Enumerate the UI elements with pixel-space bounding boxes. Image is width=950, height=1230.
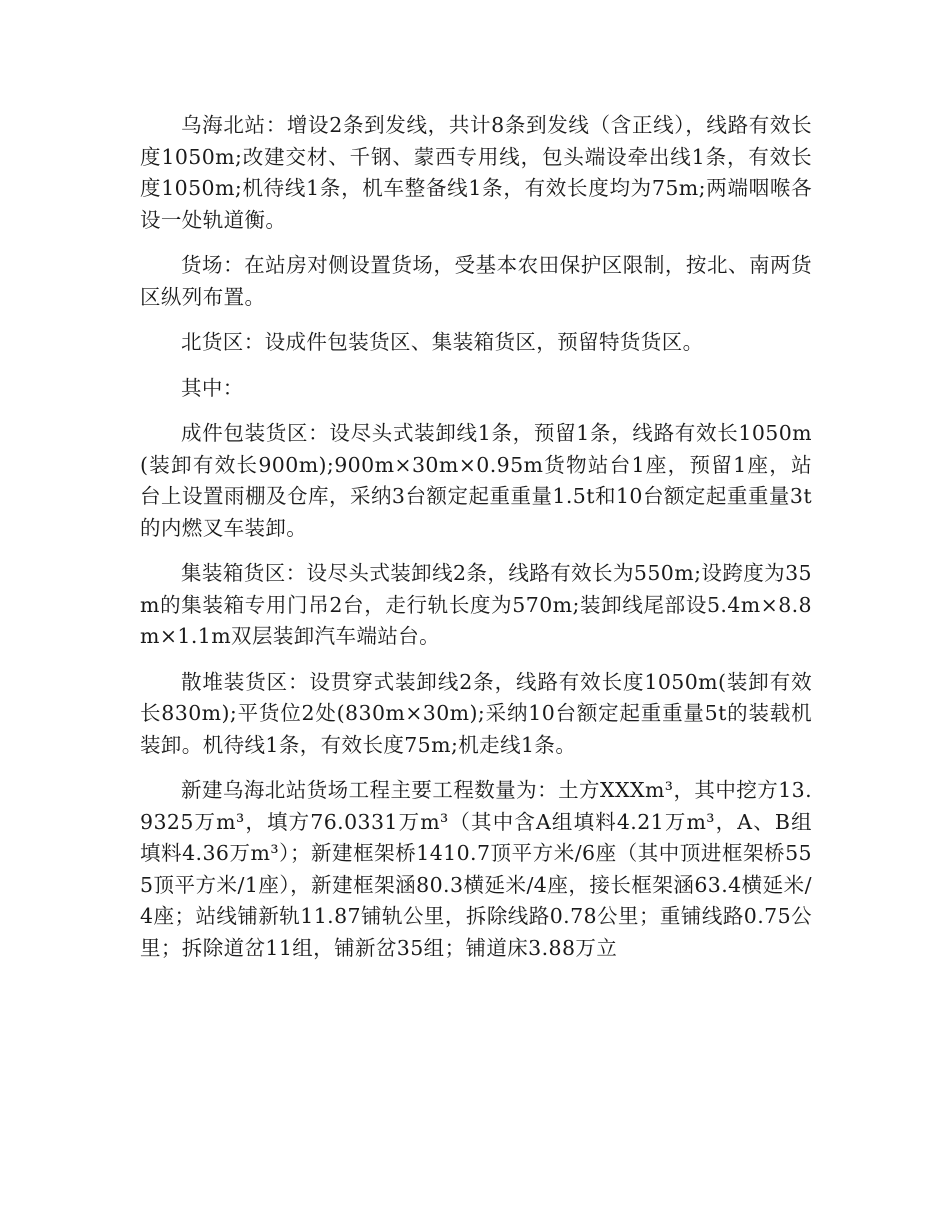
paragraph-engineering-quantities: 新建乌海北站货场工程主要工程数量为：土方XXXm³，其中挖方13.9325万m³，填方76.0331万m³（其中含A组填料4.21万m³，A、B组填料4.36万m³）；新建框架桥1410.7顶平方米/6座（其中顶进框架桥555顶平方米/1座），新建框架涵80.3横延米/4座，接长框架涵63.4横延米/4座；站线铺新轨11.87铺轨公里，拆除线路0.78公里；重铺线路0.75公里；拆除道岔11组，铺新岔35组；铺道床3.88万立 xyxy=(140,778,812,960)
paragraph-bulk-cargo-area: 散堆装货区：设贯穿式装卸线2条，线路有效长度1050m(装卸有效长830m);平货位2处(830m×30m);采纳10台额定起重重量5t的装载机装卸。机待线1条，有效长度75m;机走线1条。 xyxy=(140,669,812,757)
paragraph-among-them: 其中： xyxy=(181,375,244,400)
paragraph-packaged-goods-area: 成件包装货区：设尽头式装卸线1条，预留1条，线路有效长1050m(装卸有效长900m);900m×30m×0.95m货物站台1座，预留1座，站台上设置雨棚及仓库，采纳3台额定起重重量1.5t和10台额定起重重量3t的内燃叉车装卸。 xyxy=(140,421,812,540)
document-body xyxy=(140,110,812,978)
paragraph-container-area: 集装箱货区：设尽头式装卸线2条，线路有效长为550m;设跨度为35m的集装箱专用门吊2台，走行轨长度为570m;装卸线尾部设5.4m×8.8m×1.1m双层装卸汽车端站台。 xyxy=(140,561,812,648)
paragraph-freight-yard: 货场：在站房对侧设置货场，受基本农田保护区限制，按北、南两货区纵列布置。 xyxy=(140,253,812,309)
paragraph-wuhai-north-station: 乌海北站：增设2条到发线，共计8条到发线（含正线），线路有效长度1050m;改建交材、千钢、蒙西专用线，包头端设牵出线1条，有效长度1050m;机待线1条，机车整备线1条，有效长度均为75m;两端咽喉各设一处轨道衡。 xyxy=(140,113,812,232)
paragraph-north-cargo-area: 北货区：设成件包装货区、集装箱货区，预留特货货区。 xyxy=(181,330,704,354)
